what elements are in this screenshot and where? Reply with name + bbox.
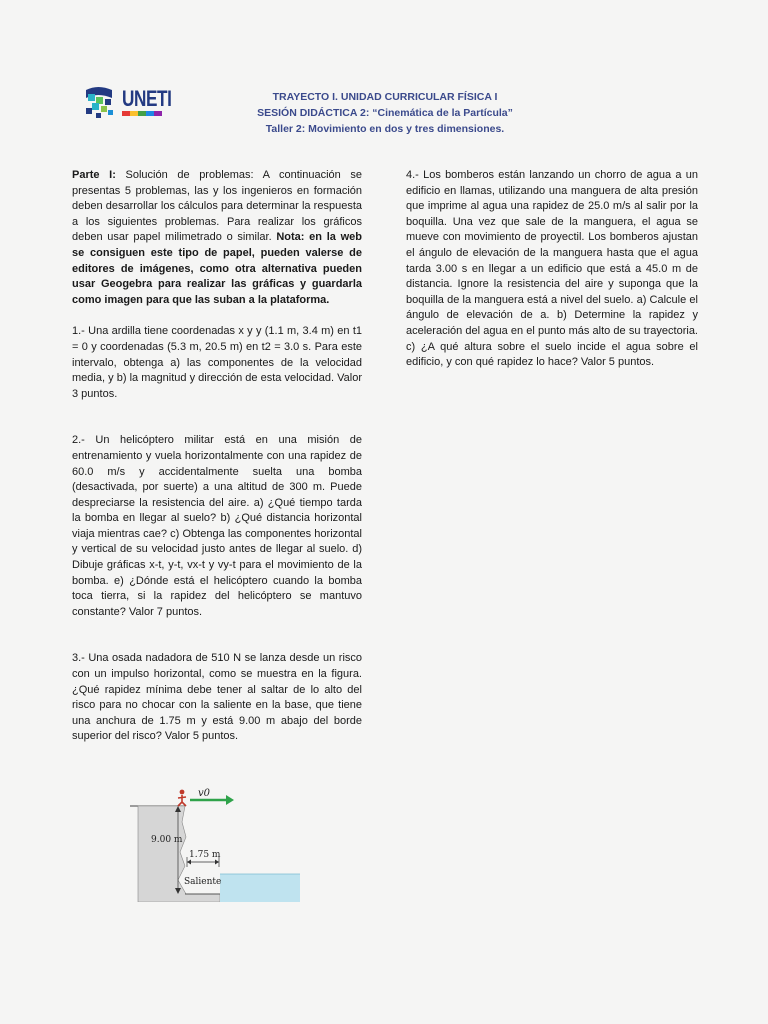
saliente-label: Saliente: [184, 877, 222, 887]
parte-1-text: Solución de problemas: A continuación se presentas 5 problemas, las y los ingenieros en formación deben desarrollar los cálculos para determinar la respuesta a los siguientes problemas. Para realizar los gráficos deben usar papel milimetrado o similar.: [72, 169, 362, 244]
cliff-figure: [130, 782, 300, 902]
right-column: [406, 168, 698, 371]
problem-2: 2.- Un helicóptero militar está en una misión de entrenamiento y vuela horizontalmente con una rapidez de 60.0 m/s y accidentalmente suelta una bomba (desactivada, por suerte) a una altitud de 300 m. Puede despreciarse la resistencia del aire. a) ¿Qué tiempo tarda la bomba en llegar al suelo? b) ¿Qué distancia horizontal viaja mientras cae? c) Obtenga las componentes horizontal y vertical de su velocidad justo antes de llegar al suelo. d) Dibuje gráficas x-t, y-t, vx-t y vy-t para el movimiento de la bomba. e) ¿Dónde está el helicóptero cuando la bomba toca tierra, si la rapidez del helicóptero se mantuvo constante? Valor 7 puntos.: [72, 434, 362, 618]
cliff-diagram: [130, 782, 300, 902]
problem-4: 4.- Los bomberos están lanzando un chorro de agua a un edificio en llamas, utilizando una manguera de alta presión que imprime al agua una rapidez de 25.0 m/s al salir por la boquilla. Una vez que sale de la manguera, el agua se mueve con movimiento de proyectil. Los bomberos ajustan el ángulo de elevación de la manguera hasta que el agua tarda 3.00 s en llegar a un edificio que está a 45.0 m de distancia. Ignore la resistencia del aire y suponga que la boquilla de la manguera está a nivel del suelo. a) Calcule el ángulo de elevación de a. b) Determine la rapidez y aceleración del agua en el punto más alto de su trayectoria. c) ¿A qué altura sobre el suelo incide el agua sobre el edificio, y con qué rapidez lo hace? Valor 5 puntos.: [406, 169, 698, 369]
logo-mark-icon: [78, 84, 128, 120]
width-label: 1.75 m: [189, 850, 221, 860]
parte-1-note: Nota: en la web se consiguen este tipo de papel, pueden valerse de editores de imágenes, como otra alternativa pueden usar Geogebra para realizar las gráficas y guardarla como imagen para que las suban a la plataforma.: [72, 231, 362, 306]
problem-3: 3.- Una osada nadadora de 510 N se lanza desde un risco con un impulso horizontal, como se muestra en la figura. ¿Qué rapidez mínima debe tener al saltar de lo alto del risco para no chocar con la saliente en la base, que tiene una anchura de 1.75 m y está 9.00 m abajo del borde superior del risco? Valor 5 puntos.: [72, 652, 362, 743]
logo-color-bar: [122, 111, 162, 117]
v0-label: v0: [198, 788, 211, 799]
swimmer-icon: [178, 790, 186, 806]
parte-1-lead: Parte I:: [72, 169, 116, 181]
problem-1: 1.- Una ardilla tiene coordenadas x y y (1.1 m, 3.4 m) en t1 = 0 y coordenadas (5.3 m, 20.5 m) en t2 = 3.0 s. Para este intervalo, obtenga a) las componentes de la velocidad media, y b) la magnitud y dirección de esta velocidad. Valor 3 puntos.: [72, 325, 362, 400]
header-line-1: TRAYECTO I. UNIDAD CURRICULAR FÍSICA I: [272, 91, 498, 103]
height-label: 9.00 m: [151, 835, 183, 845]
logo-text: UNETI: [122, 86, 172, 111]
header-line-2: SESIÓN DIDÁCTICA 2: “Cinemática de la Partícula”: [257, 107, 513, 119]
parte-1-paragraph: [72, 168, 362, 308]
left-column: [72, 168, 362, 745]
document-header: [200, 89, 570, 137]
header-line-3: Taller 2: Movimiento en dos y tres dimensiones.: [265, 123, 505, 135]
uneti-logo: [78, 84, 172, 120]
